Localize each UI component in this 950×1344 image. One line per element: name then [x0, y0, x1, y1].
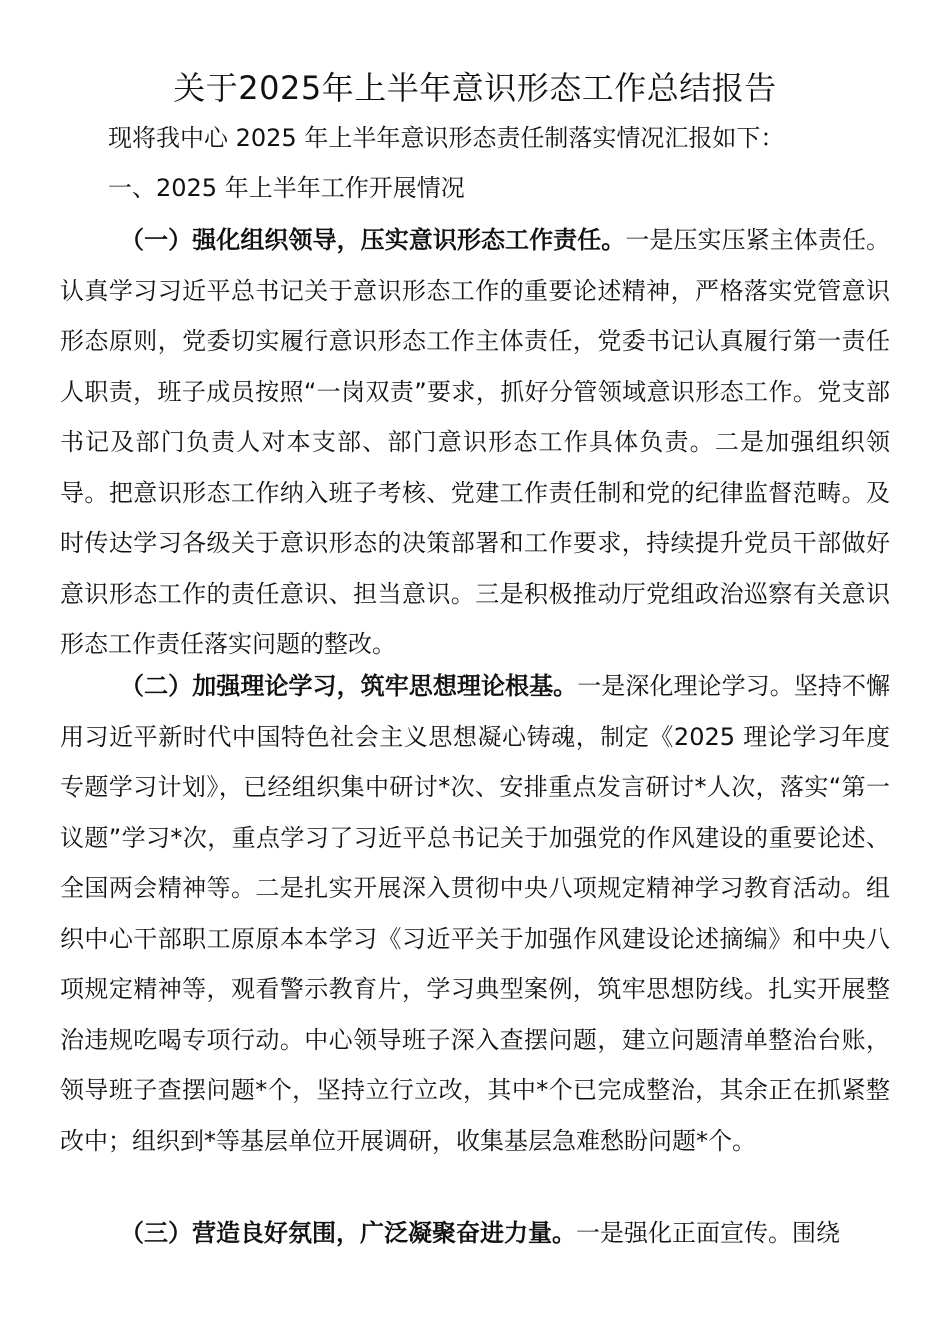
paragraph-1 [60, 215, 890, 670]
paragraph-2-body: 一是深化理论学习。坚持不懈用习近平新时代中国特色社会主义思想凝心铸魂，制定《2025 理论学习年度专题学习计划》，已经组织集中研讨*次、安排重点发言研讨*人次，落实“第一议题”学习*次，重点学习了习近平总书记关于加强党的作风建设的重要论述、全国两会精神等。二是扎实开展深入贯彻中央八项规定精神学习教育活动。组织中心干部职工原原本本学习《习近平关于加强作风建设论述摘编》和中央八项规定精神等，观看警示教育片，学习典型案例，筑牢思想防线。扎实开展整治违规吃喝专项行动。中心领导班子深入查摆问题，建立问题清单整治台账，领导班子查摆问题*个，坚持立行立改，其中*个已完成整治，其余正在抓紧整改中；组织到*等基层单位开展调研，收集基层急难愁盼问题*个。 [60, 672, 891, 1155]
section-heading: 一、2025 年上半年工作开展情况 [108, 174, 465, 202]
paragraph-3-body: 一是强化正面宣传。围绕 [576, 1219, 840, 1247]
paragraph-3 [60, 1208, 890, 1259]
intro-text: 现将我中心 2025 年上半年意识形态责任制落实情况汇报如下： [108, 124, 785, 152]
paragraph-3-heading: （三）营造良好氛围，广泛凝聚奋进力量。 [120, 1219, 576, 1247]
document-title: 关于2025年上半年意识形态工作总结报告 [173, 69, 777, 107]
paragraph-2 [60, 661, 890, 1166]
paragraph-2-heading: （二）加强理论学习，筑牢思想理论根基。 [120, 672, 578, 700]
paragraph-1-body: 一是压实压紧主体责任。认真学习习近平总书记关于意识形态工作的重要论述精神，严格落实党管意识形态原则，党委切实履行意识形态工作主体责任，党委书记认真履行第一责任人职责，班子成员按照“一岗双责”要求，抓好分管领域意识形态工作。党支部书记及部门负责人对本支部、部门意识形态工作具体负责。二是加强组织领导。把意识形态工作纳入班子考核、党建工作责任制和党的纪律监督范畴。及时传达学习各级关于意识形态的决策部署和工作要求，持续提升党员干部做好意识形态工作的责任意识、担当意识。三是积极推动厅党组政治巡察有关意识形态工作责任落实问题的整改。 [60, 226, 891, 658]
paragraph-1-heading: （一）强化组织领导，压实意识形态工作责任。 [120, 226, 626, 254]
